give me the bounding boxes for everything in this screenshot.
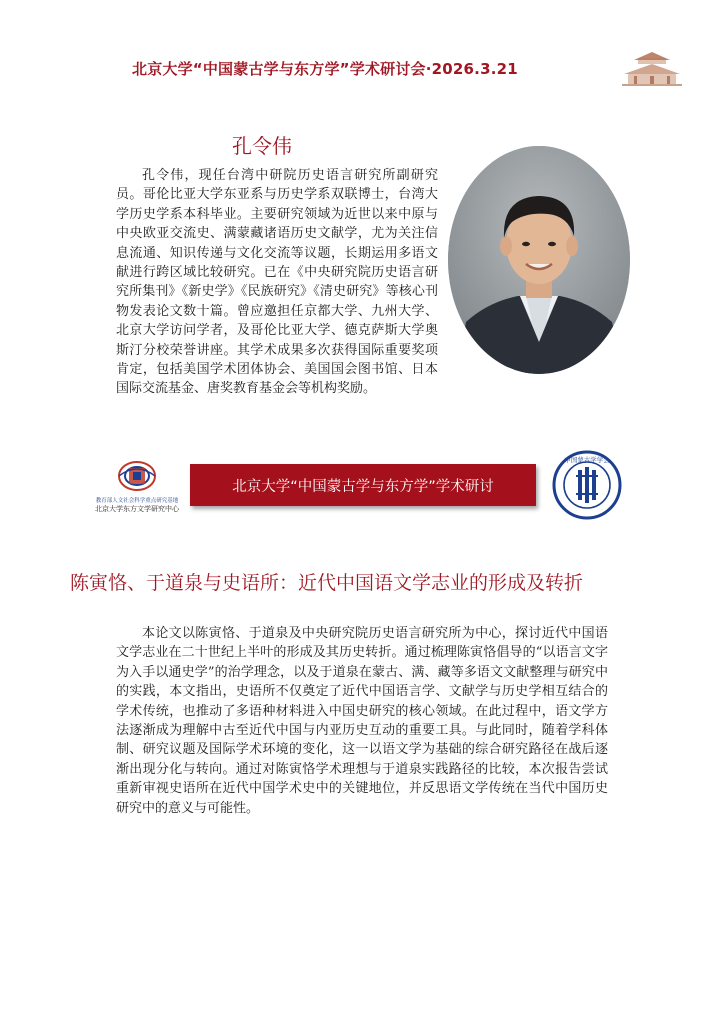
speaker-name: 孔令伟 xyxy=(232,134,292,158)
research-center-name: 北京大学东方文学研究中心 xyxy=(95,505,179,513)
society-ring-text: 中国蒙古学学会 xyxy=(564,456,610,464)
talk-title: 陈寅恪、于道泉与史语所：近代中国语文学志业的形成及转折 xyxy=(70,572,584,594)
mongolian-society-emblem-icon xyxy=(552,450,622,520)
research-center-logo xyxy=(92,458,182,514)
portrait-image xyxy=(448,146,630,374)
mongolian-studies-society-logo xyxy=(552,450,622,520)
speaker-portrait xyxy=(448,146,630,374)
speaker-bio: 孔令伟，现任台湾中研院历史语言研究所副研究员。哥伦比亚大学东亚系与历史学系双联博士，台湾大学历史学系本科毕业。主要研究领域为近世以来中原与中央欧亚交流史、满蒙藏诸语历史文献学，尤为关注信息流通、知识传递与文化交流等议题，长期运用多语文献进行跨区域比较研究。已在《中央研究院历史语言研究所集刊》《新史学》《民族研究》《清史研究》等核心刊物发表论文数十篇。曾应邀担任京都大学、九州大学、北京大学访问学者，及哥伦比亚大学、德克萨斯大学奥斯汀分校荣誉讲座。其学术成果多次获得国际重要奖项肯定，包括美国学术团体协会、美国国会图书馆、日本国际交流基金、唐奖教育基金会等机构奖励。 xyxy=(116,168,438,397)
header-title: 北京大学“中国蒙古学与东方学”学术研讨会·2026.3.21 xyxy=(132,60,518,78)
research-center-emblem-icon xyxy=(92,458,182,496)
peking-university-gate-icon xyxy=(620,48,684,88)
banner-text: 北京大学“中国蒙古学与东方学”学术研讨 xyxy=(232,478,494,495)
conference-banner xyxy=(190,464,536,506)
talk-abstract: 本论文以陈寅恪、于道泉及中央研究院历史语言研究所为中心，探讨近代中国语文学志业在二十世纪上半叶的形成及其历史转折。通过梳理陈寅恪倡导的“以语言文字为入手以通史学”的治学理念，以及于道泉在蒙古、满、藏等多语文文献整理与研究中的实践，本文指出，史语所不仅奠定了近代中国语言学、文献学与历史学相互结合的学术传统，也推动了多语种材料进入中国史研究的核心领域。在此过程中，语文学方法逐渐成为理解中古至近代中国与内亚历史互动的重要工具。与此同时，随着学科体制、研究议题及国际学术环境的变化，这一以语文学为基础的综合研究路径在战后逐渐出现分化与转向。通过对陈寅恪学术理想与于道泉实践路径的比较，本次报告尝试重新审视史语所在近代中国学术史中的关键地位，并反思语文学传统在当代中国历史研究中的意义与可能性。 xyxy=(116,626,608,816)
research-center-base-label: 教育部人文社会科学重点研究基地 xyxy=(95,498,179,504)
